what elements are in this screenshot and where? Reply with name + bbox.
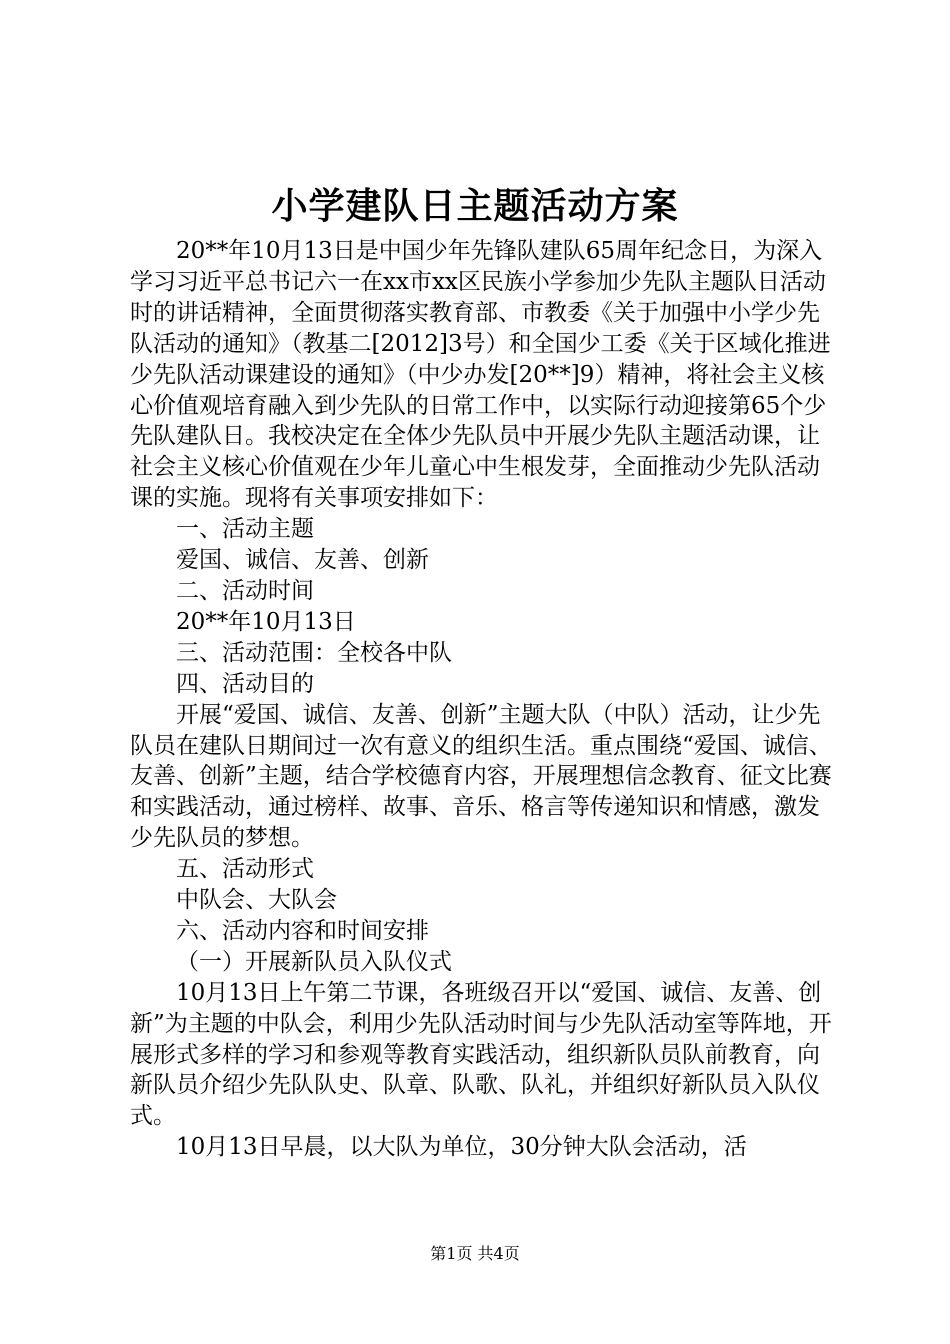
paragraph-induction: 10月13日上午第二节课，各班级召开以“爱国、诚信、友善、创新”为主题的中队会，利用少先队活动时间与少先队活动室等阵地，开展形式多样的学习和参观等教育实践活动，组织新队员队前教育，向新队员介绍少先队队史、队章、队歌、队礼，并组织好新队员入队仪式。 (130, 979, 832, 1130)
heading-purpose: 四、活动目的 (176, 670, 314, 697)
document-title: 小学建队日主题活动方案 (271, 185, 679, 227)
paragraph-purpose: 开展“爱国、诚信、友善、创新”主题大队（中队）活动，让少先队员在建队日期间过一次有意义的组织生活。重点围绕“爱国、诚信、友善、创新”主题，结合学校德育内容，开展理想信念教育、征文比赛和实践活动，通过榜样、故事、音乐、格言等传递知识和情感，激发少先队员的梦想。 (130, 701, 832, 852)
paragraph-time: 20**年10月13日 (176, 608, 356, 635)
paragraph-intro: 20**年10月13日是中国少年先锋队建队65周年纪念日，为深入学习习近平总书记六一在xx市xx区民族小学参加少先队主题队日活动时的讲话精神，全面贯彻落实教育部、市教委《关于加强中小学少先队活动的通知》（教基二[2012]3号）和全国少工委《关于区域化推进少先队活动课建设的通知》（中少办发[20**]9）精神，将社会主义核心价值观培育融入到少先队的日常工作中，以实际行动迎接第65个少先队建队日。我校决定在全体少先队员中开展少先队主题活动课，让社会主义核心价值观在少年儿童心中生根发芽，全面推动少先队活动课的实施。现将有关事项安排如下： (130, 238, 831, 512)
heading-content: 六、活动内容和时间安排 (176, 917, 429, 944)
heading-form: 五、活动形式 (176, 856, 314, 883)
paragraph-brigade: 10月13日早晨，以大队为单位，30分钟大队会活动，活 (176, 1134, 747, 1161)
heading-theme: 一、活动主题 (176, 516, 314, 543)
subheading-induction: （一）开展新队员入队仪式 (176, 948, 452, 975)
heading-scope: 三、活动范围：全校各中队 (176, 639, 452, 666)
page-number: 第1页 共4页 (430, 1244, 520, 1263)
document-body (130, 236, 842, 1163)
paragraph-theme: 爱国、诚信、友善、创新 (176, 547, 429, 574)
paragraph-form: 中队会、大队会 (176, 887, 337, 914)
heading-time: 二、活动时间 (176, 577, 314, 604)
